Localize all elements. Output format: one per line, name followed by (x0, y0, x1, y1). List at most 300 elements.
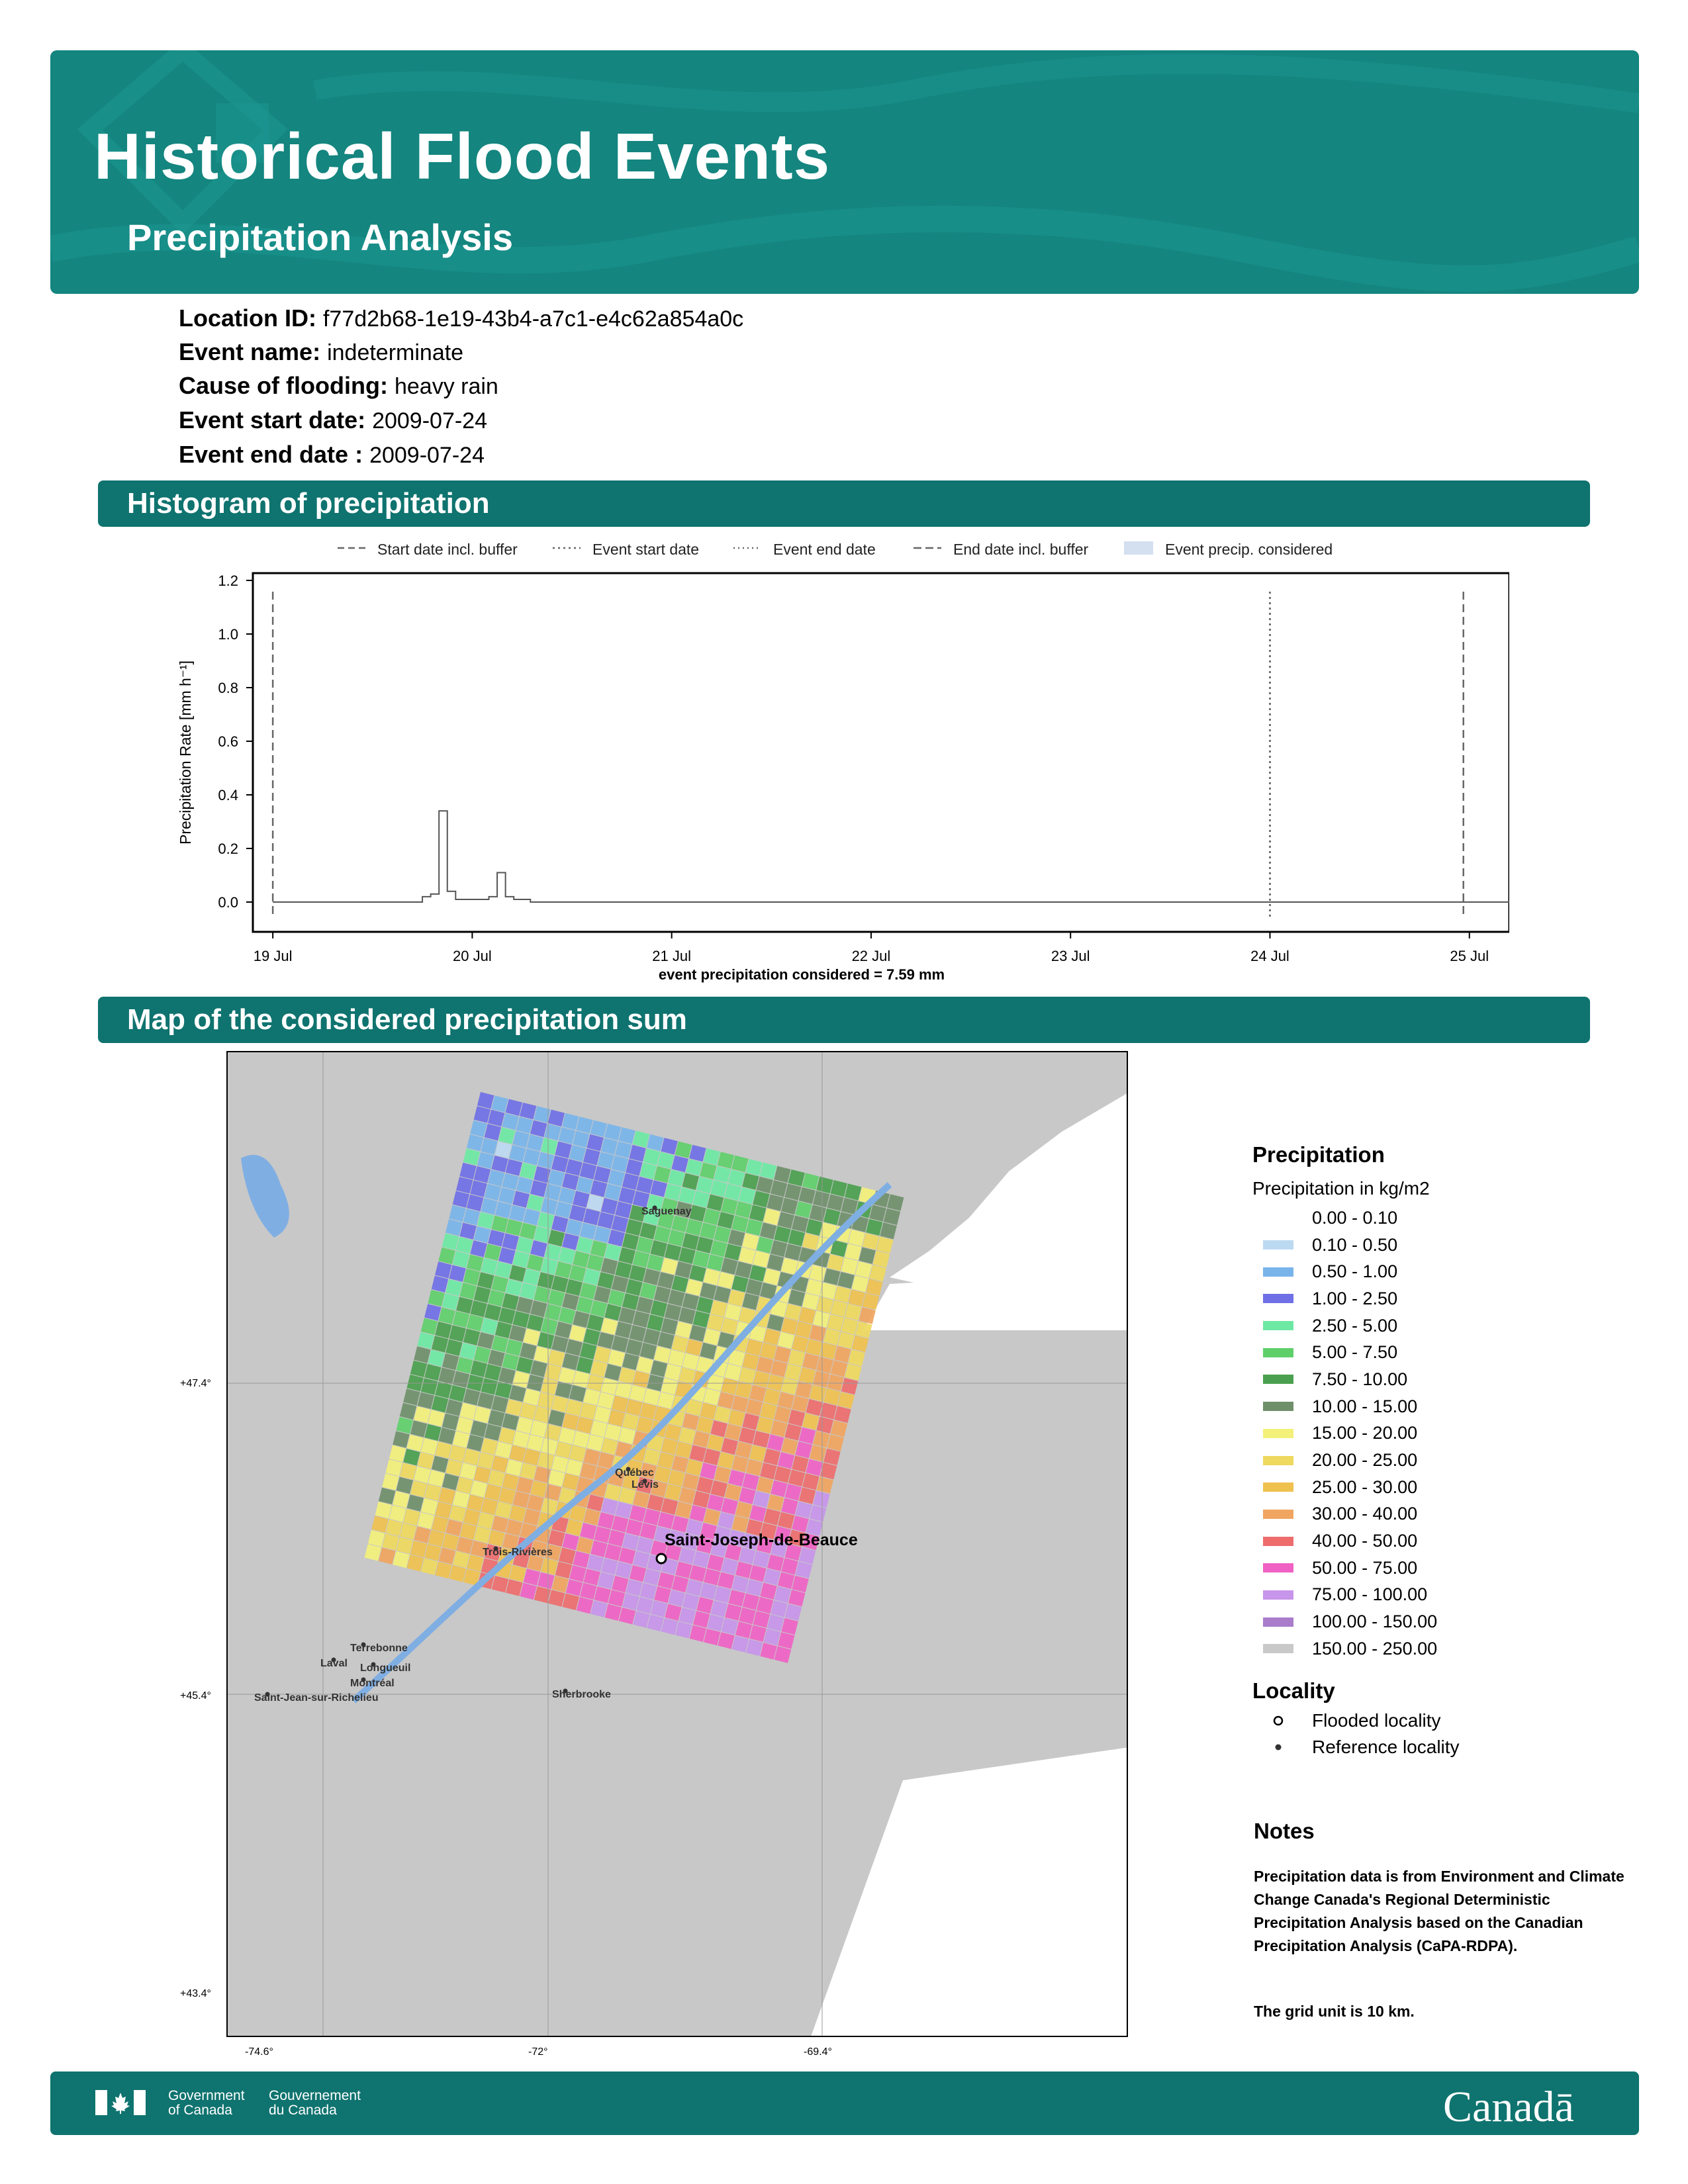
grid-cell (488, 1110, 504, 1126)
hist-bar (439, 811, 447, 902)
grid-cell (742, 1473, 759, 1490)
grid-cell (827, 1375, 843, 1391)
grid-cell (665, 1484, 681, 1500)
grid-cell (481, 1198, 497, 1214)
grid-cell (622, 1533, 639, 1550)
grid-cell (492, 1516, 508, 1532)
notes-grid: The grid unit is 10 km. (1254, 2003, 1415, 2020)
grid-cell (618, 1187, 635, 1204)
grid-cell (435, 1441, 451, 1458)
grid-cell (636, 1237, 653, 1253)
grid-cell (668, 1349, 684, 1366)
grid-cell (728, 1590, 745, 1606)
grid-cell (491, 1216, 508, 1232)
grid-cell (612, 1275, 628, 1292)
grid-cell (785, 1604, 802, 1620)
grid-cell (767, 1614, 784, 1631)
lon-label: -74.6° (245, 2046, 273, 2058)
grid-cell (562, 1413, 579, 1430)
grid-cell (520, 1463, 536, 1479)
grid-cell (799, 1367, 816, 1384)
grid-cell (555, 1322, 572, 1338)
grid-cell (562, 1353, 579, 1370)
grid-cell (788, 1290, 805, 1306)
grid-cell (661, 1138, 677, 1154)
grid-cell (400, 1403, 416, 1420)
grid-cell (672, 1455, 688, 1472)
grid-cell (509, 1385, 526, 1402)
grid-cell (686, 1579, 702, 1596)
grid-cell (732, 1576, 749, 1592)
grid-cell (746, 1339, 763, 1355)
grid-cell (658, 1572, 675, 1588)
grid-cell (718, 1452, 734, 1469)
grid-cell (626, 1159, 642, 1175)
grid-cell (643, 1508, 660, 1525)
lat-label: +45.4° (180, 1690, 211, 1702)
grid-cell (622, 1353, 639, 1370)
grid-cell (700, 1163, 716, 1179)
grid-cell (622, 1594, 639, 1610)
grid-cell (509, 1205, 526, 1222)
hist-bar (431, 894, 440, 902)
grid-cell (696, 1237, 713, 1253)
grid-cell (816, 1357, 833, 1373)
grid-cell (693, 1431, 710, 1447)
end-value: 2009-07-24 (369, 443, 485, 468)
grid-cell (767, 1254, 784, 1271)
grid-cell (495, 1502, 512, 1518)
legend-class-row (1252, 1393, 1623, 1420)
grid-cell (757, 1417, 773, 1433)
grid-cell (817, 1477, 833, 1493)
grid-cell (414, 1406, 430, 1423)
grid-cell (485, 1484, 501, 1500)
grid-cell (601, 1258, 618, 1275)
grid-cell (555, 1381, 572, 1398)
grid-cell (481, 1318, 497, 1334)
grid-cell (725, 1244, 741, 1260)
grid-cell (760, 1643, 776, 1659)
grid-cell (393, 1551, 409, 1568)
grid-cell (650, 1180, 667, 1197)
grid-cell (424, 1424, 441, 1441)
grid-cell (721, 1318, 737, 1334)
grid-cell (477, 1452, 494, 1469)
grid-cell (477, 1152, 494, 1169)
grid-cell (718, 1512, 734, 1529)
grid-cell (781, 1438, 798, 1455)
grid-cell (612, 1396, 628, 1412)
hist-bar (422, 897, 431, 902)
legend-swatch (1263, 1267, 1293, 1277)
grid-cell (806, 1459, 822, 1476)
grid-cell (580, 1283, 596, 1299)
grid-cell (544, 1184, 561, 1201)
grid-cell (407, 1494, 424, 1511)
grid-cell (566, 1579, 583, 1596)
grid-cell (763, 1388, 780, 1405)
grid-cell (742, 1353, 759, 1370)
grid-cell (548, 1169, 565, 1186)
grid-cell (523, 1269, 539, 1285)
grid-cell (555, 1201, 571, 1218)
grid-cell (845, 1244, 861, 1260)
grid-cell (778, 1332, 794, 1349)
grid-cell (665, 1244, 681, 1260)
grid-cell (647, 1314, 663, 1331)
grid-cell (467, 1494, 483, 1511)
legend-class-label: 75.00 - 100.00 (1312, 1584, 1428, 1605)
grid-cell (477, 1392, 494, 1409)
grid-cell (710, 1240, 727, 1257)
grid-cell (583, 1509, 600, 1525)
grid-cell (488, 1410, 504, 1426)
grid-cell (707, 1254, 724, 1271)
grid-cell (498, 1367, 515, 1384)
legend-subtitle: Precipitation in kg/m2 (1252, 1178, 1430, 1199)
grid-cell (679, 1307, 695, 1324)
grid-cell (594, 1226, 610, 1243)
grid-cell (527, 1435, 543, 1451)
grid-cell (509, 1325, 526, 1342)
grid-cell (615, 1322, 632, 1338)
grid-cell (637, 1597, 653, 1614)
grid-cell (467, 1555, 483, 1571)
grid-cell (559, 1547, 575, 1564)
grid-cell (746, 1159, 763, 1175)
grid-cell (806, 1399, 822, 1416)
grid-cell (524, 1388, 540, 1405)
grid-cell (368, 1530, 385, 1547)
grid-cell (463, 1148, 480, 1165)
grid-cell (379, 1547, 395, 1564)
grid-cell (746, 1279, 763, 1296)
grid-cell (502, 1473, 519, 1490)
grid-cell (675, 1561, 692, 1578)
lon-label: -69.4° (804, 2046, 832, 2058)
grid-cell (682, 1293, 699, 1310)
grid-cell (612, 1336, 628, 1352)
grid-cell (767, 1194, 784, 1210)
grid-cell (456, 1237, 473, 1253)
grid-cell (810, 1385, 826, 1402)
x-tick-label: 21 Jul (652, 948, 692, 964)
legend-swatch (1263, 1213, 1293, 1222)
grid-cell (749, 1265, 766, 1281)
grid-cell (421, 1318, 438, 1335)
location-row (179, 304, 743, 332)
grid-cell (792, 1455, 808, 1472)
grid-cell (810, 1505, 826, 1522)
grid-cell (379, 1488, 395, 1504)
grid-cell (565, 1279, 582, 1296)
grid-cell (831, 1180, 847, 1197)
grid-cell (813, 1491, 829, 1508)
grid-cell (692, 1191, 709, 1207)
grid-cell (410, 1361, 427, 1377)
grid-cell (580, 1222, 596, 1239)
grid-cell (845, 1183, 861, 1200)
grid-cell (456, 1177, 473, 1193)
grid-cell (714, 1226, 731, 1243)
grid-cell (714, 1166, 730, 1183)
grid-cell (456, 1537, 473, 1553)
locality-label: Montréal (350, 1678, 395, 1689)
grid-cell (640, 1583, 657, 1600)
grid-cell (689, 1265, 706, 1281)
grid-cell (742, 1233, 759, 1250)
locality-label: Terrebonne (350, 1643, 408, 1654)
grid-cell (562, 1293, 579, 1310)
grid-cell (643, 1269, 660, 1285)
grid-cell (598, 1572, 614, 1589)
grid-cell (615, 1562, 632, 1578)
grid-cell (704, 1569, 720, 1585)
legend-class-label: 0.10 - 0.50 (1312, 1234, 1398, 1255)
grid-cell (700, 1402, 716, 1419)
grid-cell (633, 1371, 649, 1387)
grid-cell (594, 1526, 610, 1543)
grid-cell (672, 1576, 688, 1592)
grid-cell (477, 1512, 494, 1529)
grid-cell (397, 1537, 413, 1553)
grid-cell (449, 1565, 466, 1582)
grid-cell (506, 1520, 522, 1536)
grid-cell (541, 1558, 557, 1574)
grid-cell (428, 1290, 444, 1306)
grid-cell (668, 1290, 684, 1306)
grid-cell (608, 1349, 625, 1366)
grid-cell (647, 1134, 663, 1151)
grid-cell (651, 1360, 667, 1377)
grid-cell (439, 1428, 455, 1444)
grid-cell (569, 1145, 586, 1161)
grid-cell (506, 1279, 522, 1296)
grid-cell (640, 1343, 657, 1359)
grid-cell (626, 1399, 642, 1416)
grid-cell (728, 1169, 745, 1186)
grid-cell (679, 1428, 695, 1444)
grid-cell (739, 1367, 755, 1384)
locality-label: Saguenay (641, 1206, 692, 1217)
grid-cell (520, 1222, 536, 1239)
grid-cell (693, 1251, 710, 1267)
grid-cell (598, 1452, 614, 1469)
grid-cell (764, 1569, 780, 1585)
grid-cell (778, 1452, 794, 1469)
grid-cell (728, 1470, 745, 1486)
grid-cell (491, 1275, 508, 1292)
grid-cell (813, 1431, 829, 1447)
grid-cell (580, 1463, 596, 1479)
grid-cell (598, 1332, 614, 1349)
grid-cell (742, 1413, 759, 1430)
grid-cell (707, 1195, 724, 1211)
grid-cell (485, 1124, 501, 1140)
grid-cell (639, 1222, 656, 1239)
y-axis-label: Precipitation Rate [mm h⁻¹] (177, 660, 194, 845)
grid-cell (548, 1590, 565, 1606)
grid-cell (463, 1208, 480, 1225)
grid-cell (509, 1265, 526, 1281)
grid-cell (608, 1530, 625, 1547)
grid-cell (731, 1275, 748, 1292)
grid-cell (710, 1480, 727, 1497)
hist-bar (447, 891, 456, 902)
grid-cell (432, 1396, 448, 1412)
grid-cell (538, 1572, 554, 1589)
grid-cell (686, 1279, 702, 1296)
grid-cell (788, 1169, 805, 1186)
grid-cell (495, 1142, 512, 1158)
grid-cell (513, 1491, 530, 1508)
legend-class-row (1252, 1232, 1623, 1259)
grid-cell (453, 1431, 469, 1447)
grid-cell (438, 1308, 455, 1324)
grid-cell (718, 1152, 734, 1168)
lon-label: -72° (528, 2046, 548, 2058)
grid-cell (866, 1219, 882, 1236)
grid-cell (576, 1237, 592, 1253)
grid-cell (559, 1187, 575, 1204)
legend-class-row (1252, 1312, 1623, 1340)
grid-cell (841, 1318, 858, 1334)
grid-cell (516, 1116, 533, 1133)
grid-cell (831, 1420, 847, 1437)
grid-cell (566, 1399, 583, 1416)
event-name-label: Event name: (179, 338, 321, 365)
grid-cell (527, 1195, 543, 1211)
grid-cell (520, 1283, 536, 1299)
grid-cell (538, 1332, 554, 1349)
grid-cell (657, 1392, 674, 1408)
grid-cell (728, 1410, 745, 1426)
grid-cell (470, 1180, 487, 1197)
grid-cell (760, 1343, 776, 1359)
grid-cell (816, 1177, 833, 1193)
grid-cell (725, 1604, 741, 1620)
grid-cell (771, 1480, 787, 1497)
grid-cell (848, 1349, 865, 1366)
grid-cell (753, 1431, 769, 1447)
legend-class-row (1252, 1447, 1623, 1474)
grid-cell (492, 1396, 508, 1412)
grid-cell (703, 1148, 720, 1165)
locality-label: Sherbrooke (552, 1689, 611, 1700)
grid-cell (403, 1449, 420, 1465)
grid-cell (467, 1314, 483, 1331)
grid-cell (739, 1547, 755, 1564)
grid-cell (601, 1438, 618, 1455)
grid-cell (626, 1279, 642, 1296)
grid-cell (545, 1424, 561, 1440)
grid-cell (527, 1134, 543, 1151)
header-banner (50, 50, 1639, 294)
grid-cell (488, 1530, 504, 1547)
grid-cell (732, 1516, 749, 1532)
grid-cell (633, 1311, 649, 1328)
grid-cell (456, 1297, 473, 1313)
grid-cell (781, 1198, 798, 1214)
grid-cell (530, 1180, 547, 1197)
grid-cell (700, 1582, 717, 1599)
grid-cell (876, 1236, 893, 1253)
grid-cell (386, 1520, 402, 1536)
grid-cell (757, 1357, 773, 1373)
grid-cell (757, 1597, 773, 1614)
grid-cell (573, 1311, 589, 1328)
grid-cell (707, 1314, 724, 1331)
grid-cell (516, 1237, 533, 1253)
grid-cell (463, 1388, 480, 1405)
grid-cell (491, 1095, 508, 1112)
grid-cell (524, 1509, 540, 1525)
grid-cell (463, 1449, 480, 1465)
grid-cell (823, 1208, 840, 1225)
grid-cell (633, 1251, 649, 1267)
grid-cell (718, 1272, 734, 1289)
grid-cell (449, 1445, 466, 1462)
grid-cell (704, 1449, 720, 1465)
grid-cell (665, 1364, 681, 1381)
grid-cell (661, 1618, 678, 1635)
gov-fr-signature: Gouvernement du Canada (269, 2088, 361, 2118)
grid-cell (823, 1449, 840, 1465)
grid-cell (491, 1156, 508, 1172)
grid-cell (668, 1230, 684, 1246)
legend-class-row (1252, 1582, 1623, 1609)
grid-cell (679, 1608, 696, 1624)
grid-cell (806, 1339, 822, 1355)
grid-cell (513, 1431, 530, 1447)
grid-cell (675, 1142, 692, 1158)
grid-cell (481, 1498, 498, 1515)
grid-cell (731, 1156, 748, 1172)
grid-cell (866, 1279, 882, 1295)
grid-cell (725, 1183, 741, 1200)
grid-cell (460, 1403, 477, 1420)
grid-cell (640, 1283, 657, 1299)
grid-cell (583, 1569, 600, 1585)
grid-cell (375, 1502, 392, 1518)
grid-cell (792, 1215, 808, 1232)
grid-cell (432, 1276, 448, 1293)
grid-cell (470, 1120, 487, 1137)
grid-cell (523, 1148, 539, 1165)
event-name-value: indeterminate (327, 340, 464, 365)
grid-cell (626, 1519, 642, 1535)
grid-cell (802, 1173, 819, 1189)
grid-cell (587, 1494, 604, 1511)
locality-label: Lévis (632, 1479, 659, 1490)
legend-class-label: 150.00 - 250.00 (1312, 1638, 1438, 1659)
grid-cell (601, 1138, 618, 1154)
grid-cell (604, 1124, 621, 1140)
grid-cell (781, 1257, 798, 1274)
legend-class-row (1252, 1501, 1623, 1528)
grid-cell (784, 1183, 801, 1200)
grid-cell (661, 1378, 678, 1394)
grid-cell (442, 1353, 459, 1370)
grid-cell (799, 1428, 816, 1444)
grid-cell (453, 1251, 469, 1267)
legend-swatch (1263, 1402, 1293, 1411)
y-tick-label: 0.8 (218, 680, 238, 696)
grid-cell (459, 1222, 476, 1239)
grid-cell (481, 1438, 498, 1455)
grid-cell (470, 1300, 487, 1317)
